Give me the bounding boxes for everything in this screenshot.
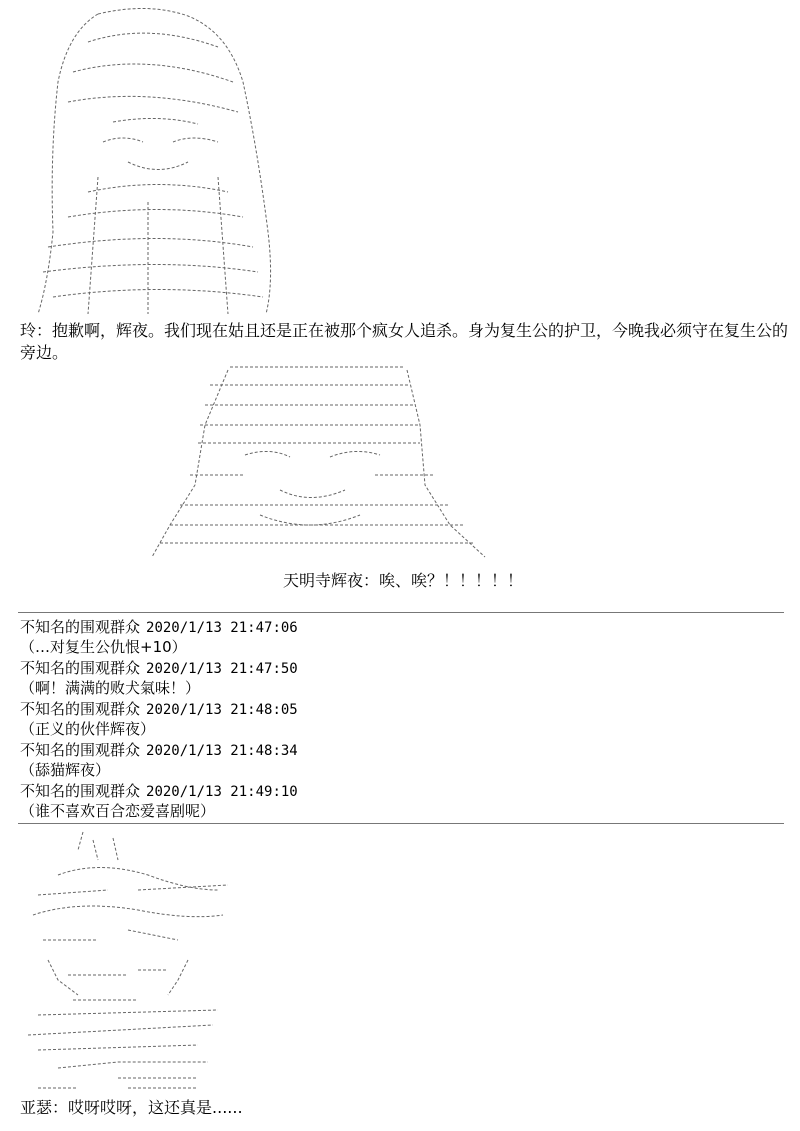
speaker-name: 亚瑟 bbox=[20, 1098, 53, 1117]
ascii-art-kaguya bbox=[150, 365, 490, 560]
speaker-separator: ： bbox=[36, 321, 53, 340]
comment-author: 不知名的围观群众 bbox=[20, 659, 141, 677]
comment-timestamp: 2020/1/13 21:49:10 bbox=[146, 784, 298, 800]
divider-top bbox=[18, 612, 784, 613]
speaker-separator: ： bbox=[52, 1098, 69, 1117]
speaker-name: 天明寺辉夜 bbox=[283, 571, 364, 590]
comment-item bbox=[20, 781, 780, 822]
comment-item bbox=[20, 617, 780, 658]
comment-author: 不知名的围观群众 bbox=[20, 782, 141, 800]
dialogue-rei bbox=[20, 320, 790, 364]
dialogue-arthur bbox=[20, 1097, 790, 1119]
comment-item bbox=[20, 658, 780, 699]
comment-author: 不知名的围观群众 bbox=[20, 618, 141, 636]
speaker-name: 玲 bbox=[20, 321, 37, 340]
comment-author: 不知名的围观群众 bbox=[20, 700, 141, 718]
comment-item bbox=[20, 699, 780, 740]
divider-bottom bbox=[18, 823, 784, 824]
comment-body: （谁不喜欢百合恋爱喜剧呢） bbox=[20, 802, 216, 820]
ascii-art-rei bbox=[28, 2, 278, 317]
comment-timestamp: 2020/1/13 21:48:05 bbox=[146, 702, 298, 718]
comment-body: （舔猫辉夜） bbox=[20, 761, 111, 779]
speaker-separator: ： bbox=[363, 571, 380, 590]
dialogue-text: 哎呀哎呀，这还真是...... bbox=[68, 1098, 243, 1117]
comment-body: （啊！满满的败犬氣味！） bbox=[20, 679, 201, 697]
comment-timestamp: 2020/1/13 21:47:06 bbox=[146, 620, 298, 636]
comment-body: （…对复生公仇恨+10） bbox=[20, 638, 187, 656]
comment-timestamp: 2020/1/13 21:48:34 bbox=[146, 743, 298, 759]
ascii-art-arthur bbox=[18, 830, 248, 1092]
dialogue-kaguya bbox=[283, 570, 643, 592]
comment-timestamp: 2020/1/13 21:47:50 bbox=[146, 661, 298, 677]
comment-author: 不知名的围观群众 bbox=[20, 741, 141, 759]
dialogue-text: 唉、唉？！！！！！ bbox=[379, 571, 524, 590]
comment-list bbox=[20, 617, 780, 822]
comment-body: （正义的伙伴辉夜） bbox=[20, 720, 156, 738]
dialogue-text: 抱歉啊，辉夜。我们现在姑且还是正在被那个疯女人追杀。身为复生公的护卫，今晚我必须守在复生公的旁边。 bbox=[20, 321, 789, 362]
comment-item bbox=[20, 740, 780, 781]
